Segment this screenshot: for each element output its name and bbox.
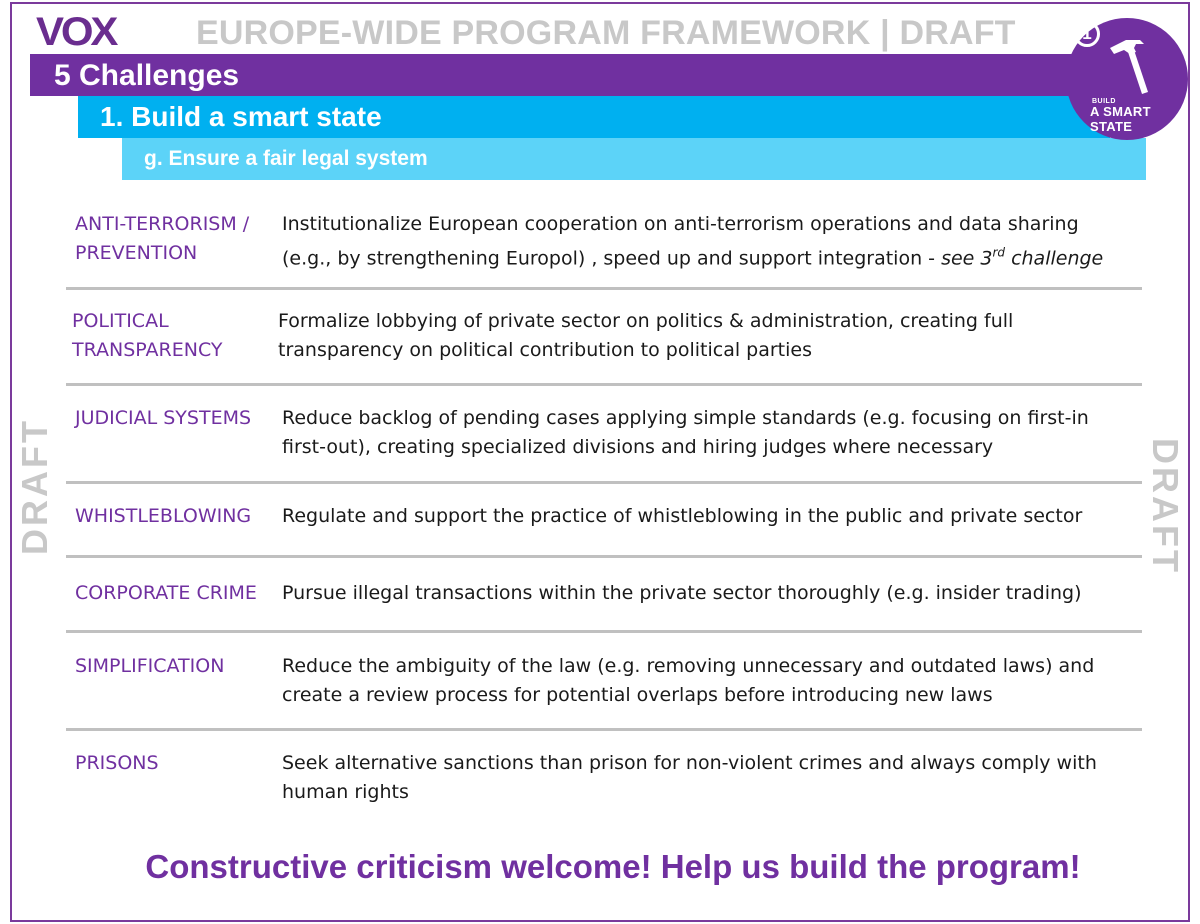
- draft-watermark-right: DRAFT: [1145, 438, 1186, 575]
- category-label: PRISONS: [75, 752, 159, 774]
- vox-logo: VOX: [36, 10, 116, 54]
- category-label: POLITICAL TRANSPARENCY: [72, 310, 223, 361]
- section-bar-legal-system: g. Ensure a fair legal system: [122, 138, 1146, 180]
- category-description: Seek alternative sanctions than prison for non-violent crimes and always comply with human rights: [282, 752, 1097, 803]
- category-description: Regulate and support the practice of whistleblowing in the public and private sector: [282, 505, 1083, 527]
- category-label: JUDICIAL SYSTEMS: [75, 407, 252, 429]
- category-label: CORPORATE CRIME: [75, 582, 257, 604]
- category-description: Pursue illegal transactions within the private sector thoroughly (e.g. insider trading): [282, 582, 1082, 604]
- section-bar-smart-state: 1. Build a smart state: [78, 96, 1110, 138]
- category-description: Institutionalize European cooperation on anti-terrorism operations and data sharing (e.g., by strengthening Europol) , speed up and support integration - see 3rd challenge: [282, 213, 1104, 270]
- category-label: SIMPLIFICATION: [75, 655, 225, 677]
- category-label: WHISTLEBLOWING: [75, 505, 252, 527]
- row-divider: [66, 555, 1142, 558]
- badge-label-smart-state: A SMART STATE: [1090, 104, 1151, 134]
- category-description: Reduce backlog of pending cases applying simple standards (e.g. focusing on first-in first-out), creating specialized divisions and hiring judges where necessary: [282, 407, 1089, 458]
- document-title: EUROPE-WIDE PROGRAM FRAMEWORK | DRAFT: [196, 14, 1016, 52]
- category-description: Formalize lobbying of private sector on politics & administration, creating full transparency on political contribution to political parties: [278, 310, 1014, 361]
- row-divider: [66, 481, 1142, 484]
- section-bar-challenges: 5 Challenges: [30, 54, 1110, 96]
- row-divider: [66, 728, 1142, 731]
- badge-label-build: BUILD: [1092, 98, 1116, 105]
- category-description: Reduce the ambiguity of the law (e.g. removing unnecessary and outdated laws) and create a review process for potential overlaps before introducing new laws: [282, 655, 1095, 706]
- row-divider: [66, 630, 1142, 633]
- category-label: ANTI-TERRORISM / PREVENTION: [75, 213, 250, 264]
- hammer-icon: [1106, 34, 1156, 98]
- row-divider: [66, 383, 1142, 386]
- footer-call-to-action: Constructive criticism welcome! Help us build the program!: [145, 848, 1081, 885]
- badge-number: 1: [1074, 21, 1100, 47]
- challenge-badge: [1066, 18, 1188, 140]
- draft-watermark-left: DRAFT: [14, 418, 55, 555]
- row-divider: [66, 287, 1142, 290]
